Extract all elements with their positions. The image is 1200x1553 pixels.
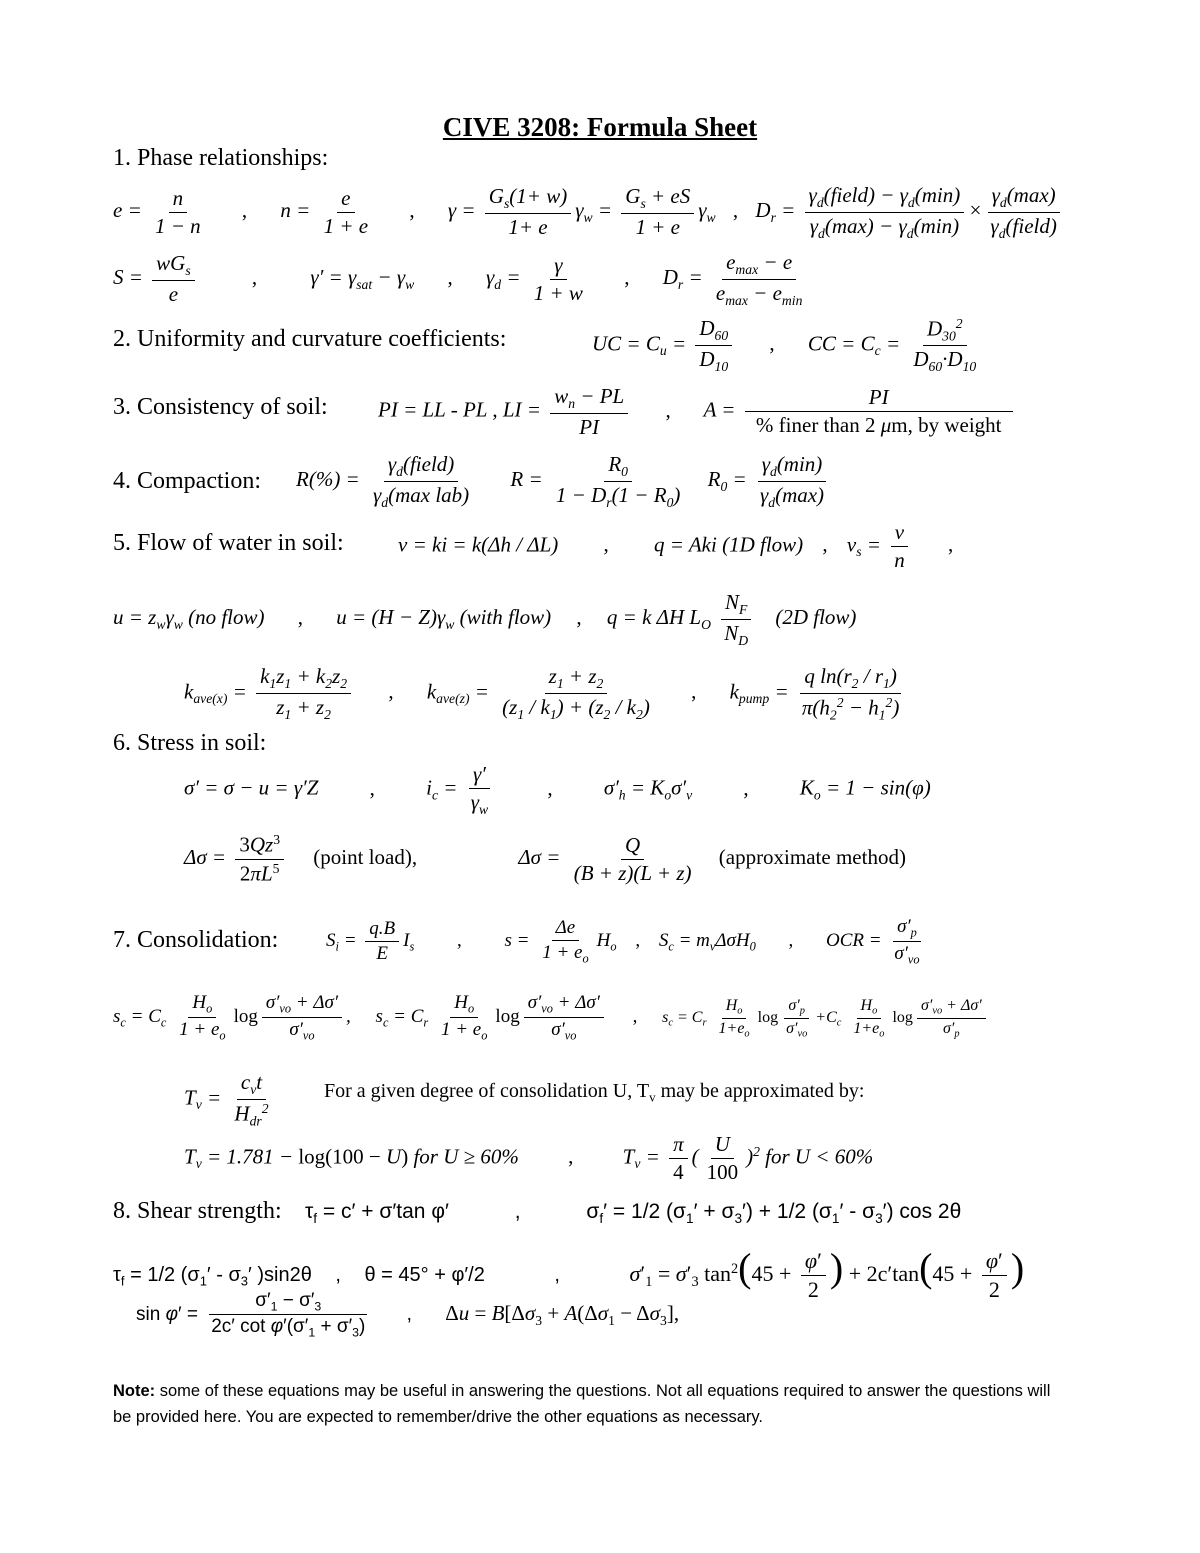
section-6-heading: 6. Stress in soil:: [113, 730, 267, 756]
flow-equations-row-3: $k_{ave(x)}$ = $\frac{k_1z_1 + k_2z_2}{z_1 + z_2}$ , $k_{ave(z)}$ = $\frac{z_1 + z_2}{(z_1 / k_1) + (z_2 / k_2)}$ , $k_{pump}$ = $\frac{q \ln(r_2 / r_1)}{\pi(h_2^2 - h_1^2)}$: [184, 664, 900, 723]
shear-equations-row-1: $\tau_f = c' + \sigma'\tan$ φ′ , $\sigma_f' = 1/2$ $(\sigma_1' + \sigma_3') + 1/2$ $(\sigma_1' - \sigma_3')$ cos 2θ: [305, 1200, 962, 1226]
point-load-note: (point load),: [313, 844, 418, 869]
shear-equations-row-2: $\tau_f = 1/2$ ($\sigma_1' - \sigma_3'$ )sin2θ , θ = 45° + φ′/2 , $\sigma'_1 = \sigma'_3$ $\tan^2(45$ + $\frac{\varphi'}{2}$ ) + 2c′tan(45 + $\frac{\varphi'}{2}$ ): [113, 1245, 1025, 1303]
note-paragraph: [113, 1378, 1073, 1430]
note-text: some of these equations may be useful in answering the questions. Not all equations required to answer the questions will be provided here. You are expected to remember/drive the other equations as necessary.: [113, 1382, 1051, 1426]
consistency-equations: PI = LL - PL , LI = $\frac{w_n - PL}{PI}$ , A = $\frac{PI}{\text{\% finer than 2 μm, by weight}}$: [378, 384, 1017, 440]
time-factor-approximations: $T_v = 1.781 - \log(100 - U)$ for U ≥ 60% , $T_v$ = $\frac{\pi}{4}$ ( $\frac{U}{100}$ )$^2$ for U < 60%: [184, 1132, 874, 1184]
shear-equations-row-3: sin φ′ = $\frac{\sigma'_1 - \sigma'_3}{2c' \cot \varphi'(\sigma'_1 + \sigma'_3)}$ , $\Delta u = B[\Delta\sigma_3 + A(\Delta\sigma_1 - \Delta\sigma_3]$,: [136, 1290, 680, 1340]
section-7-heading: 7. Consolidation:: [113, 927, 279, 953]
approximate-method-note: (approximate method): [718, 844, 906, 869]
section-2-heading: 2. Uniformity and curvature coefficients:: [113, 326, 507, 352]
compaction-equations: R(%) = $\frac{\gamma_d(field)}{\gamma_d(\max lab)}$ R = $\frac{R_0}{1 - D_r(1 - R_0)}$ $R_0$ = $\frac{\gamma_d(\min)}{\gamma_d(\max)}$: [296, 452, 832, 511]
section-3-heading: 3. Consistency of soil:: [113, 394, 328, 420]
section-8-heading: 8. Shear strength:: [113, 1198, 282, 1224]
note-label: Note:: [113, 1382, 156, 1400]
flow-equations-row-1: v = ki = k(Δh / ΔL) , q = Aki (1D flow) , $v_s$ = $\frac{v}{n}$ ,: [398, 520, 954, 572]
uniformity-equations: UC = $C_u$ = $\frac{D_{60}}{D_{10}}$ , CC = $C_c$ = $\frac{D_{30}^2}{D_{60}\cdot D_{10}}$: [592, 316, 977, 375]
section-1-heading: 1. Phase relationships:: [113, 145, 329, 171]
consolidation-text: For a given degree of consolidation U, $T_v$ may be approximated by:: [324, 1080, 865, 1105]
phase-equations-row-1: e = $\frac{n}{1 - n}$ , n = $\frac{e}{1 + e}$ , γ = $\frac{G_s(1+ w)}{1+ e}$ $\gamma_w$ = $\frac{G_s + eS}{1 + e}$ $\gamma_w$ , $D_r$ = $\frac{\gamma_d(field) - \gamma_d(\min)}{\gamma_d(\max) - \gamma_d(\min)}$ × $\frac{\gamma_d(\max)}{\gamma_d(field)}$: [113, 183, 1065, 242]
section-5-heading: 5. Flow of water in soil:: [113, 530, 344, 556]
time-factor-equation: $T_v$ = $\frac{c_vt}{H_{dr}^2}$: [184, 1070, 269, 1129]
consolidation-equations-row-2: $s_c = C_c$ $\frac{H_o}{1 + e_o}$ log $\frac{\sigma'_{vo} + \Delta\sigma'}{\sigma'_{vo}}$ , $s_c = C_r$ $\frac{H_o}{1 + e_o}$ log $\frac{\sigma'_{vo} + \Delta\sigma'}{\sigma'_{vo}}$ , $s_c = C_r$ $\frac{H_o}{1+e_o}$ log $\frac{\sigma'_p}{\sigma'_{vo}}$ $+C_c$ $\frac{H_o}{1+e_o}$ log $\frac{\sigma'_{vo} + \Delta\sigma'}{\sigma'_p}$: [113, 992, 990, 1044]
stress-equations-row-1: σ′ = σ − u = γ′Z , $i_c$ = $\frac{\gamma'}{\gamma_w}$ , $\sigma'_h = K_o\sigma'_v$ , $K_o = 1 - \sin(\varphi)$: [184, 762, 931, 817]
consolidation-equations-row-1: $S_i$ = $\frac{q.B}{E}$ $I_s$ , s = $\frac{\Delta e}{1 + e_o}$ $H_o$ , $S_c = m_v\Delta\sigma H_0$ , OCR = $\frac{\sigma'_p}{\sigma'_{vo}}$: [326, 916, 920, 967]
stress-equations-row-2: Δσ = $\frac{3Qz^3}{2\pi L^5}$ (point load), Δσ = $\frac{Q}{(B + z)(L + z)}$ (approximate method): [184, 832, 906, 885]
flow-equations-row-2: $u = z_w\gamma_w$ (no flow) , $u = (H - Z)\gamma_w$ (with flow) , q = k ΔH $L_O$ $\frac{N_F}{N_D}$ (2D flow): [113, 590, 857, 648]
section-4-heading: 4. Compaction:: [113, 468, 261, 494]
phase-equations-row-2: S = $\frac{wG_s}{e}$ , $\gamma' = \gamma_{sat} - \gamma_w$ , $\gamma_d$ = $\frac{\gamma}{1 + w}$ , $D_r$ = $\frac{e_{max} - e}{e_{max} - e_{min}}$: [113, 250, 803, 308]
page-title: CIVE 3208: Formula Sheet: [442, 112, 758, 142]
